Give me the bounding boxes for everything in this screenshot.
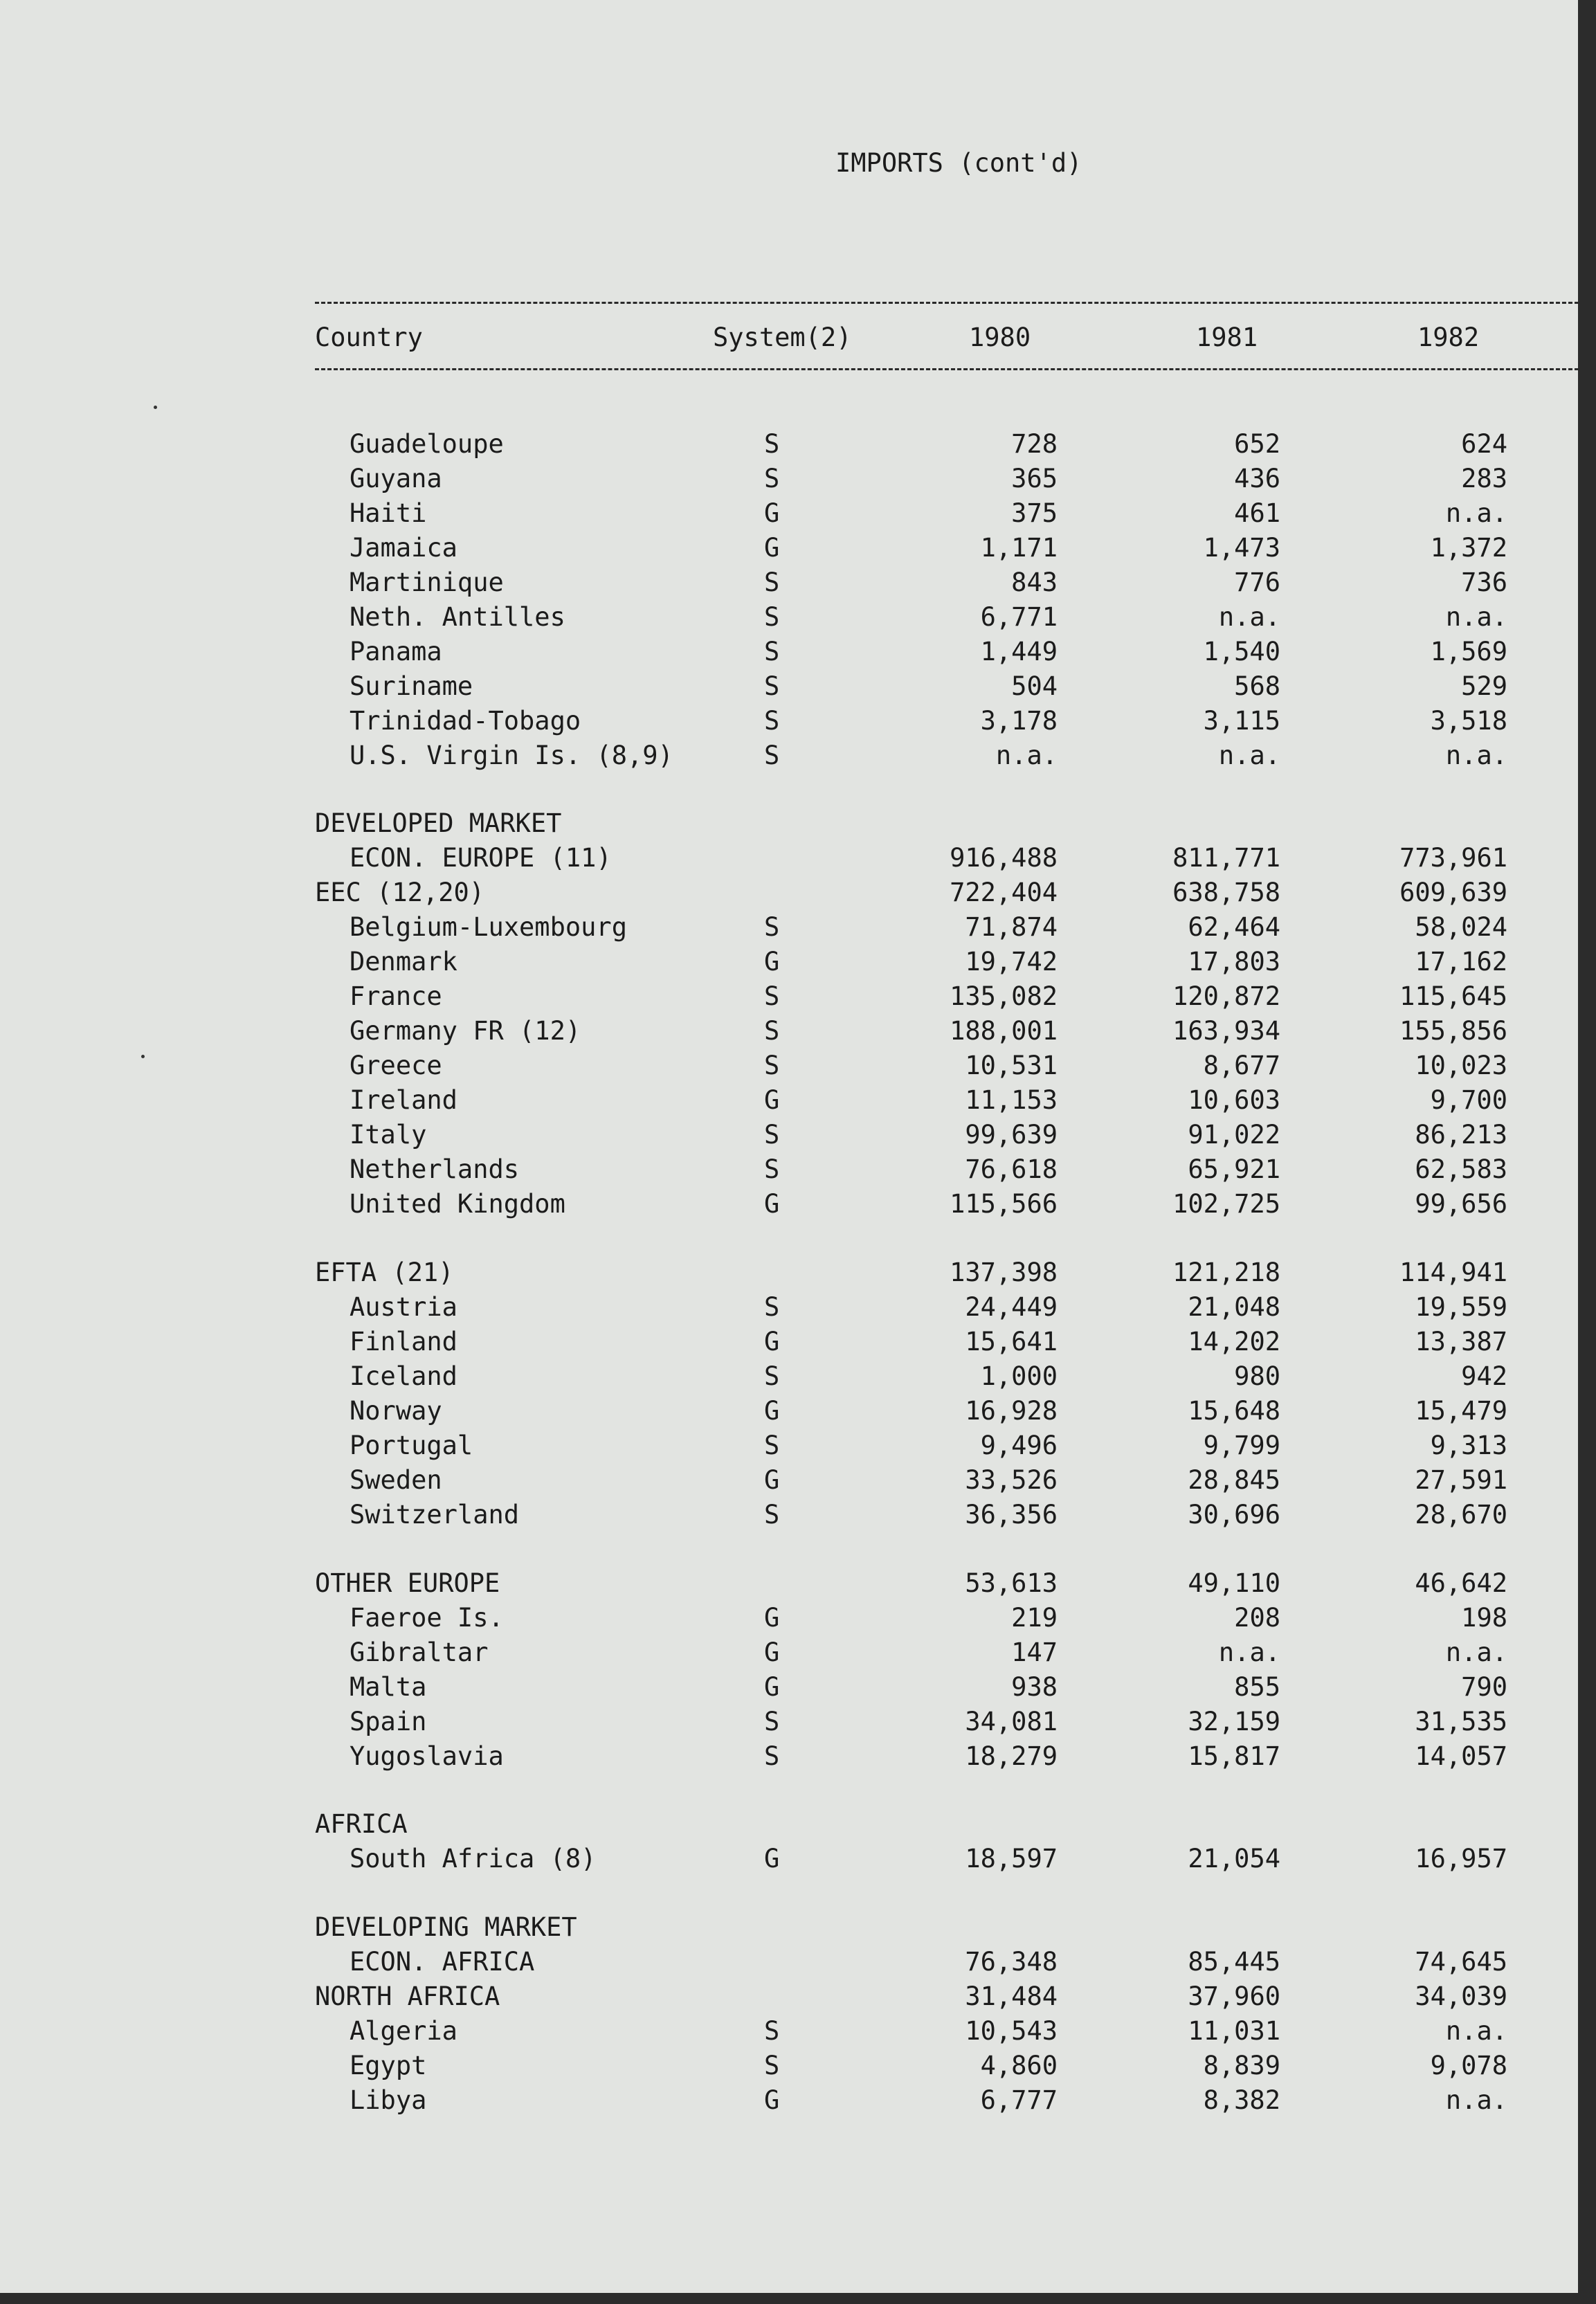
table-row [0,568,1578,602]
value-1980-cell: 71,874 [965,912,1058,942]
system-cell: S [764,1741,780,1771]
value-1982-cell: 19,559 [1415,1292,1507,1322]
value-1982-cell: 790 [1461,1672,1507,1702]
value-1982-cell: 155,856 [1399,1016,1507,1046]
table-row [0,808,1578,843]
system-cell: G [764,1189,780,1219]
value-1980-cell: 843 [1011,568,1058,597]
table-row [0,1258,1578,1292]
value-1982-cell: 28,670 [1415,1500,1507,1530]
system-cell: S [764,981,780,1011]
value-1980-cell: 916,488 [950,843,1058,873]
value-1982-cell: n.a. [1445,2085,1507,2115]
value-1981-cell: 163,934 [1172,1016,1280,1046]
value-1981-cell: 32,159 [1188,1707,1280,1736]
value-1980-cell: 375 [1011,498,1058,528]
country-cell: Spain [350,1707,427,1736]
system-cell: G [764,1603,780,1633]
value-1981-cell: 461 [1234,498,1280,528]
value-1982-cell: 115,645 [1399,981,1507,1011]
value-1982-cell: n.a. [1445,498,1507,528]
system-cell: G [764,1672,780,1702]
country-cell: Jamaica [350,533,457,563]
table-row [0,1327,1578,1361]
table-row [0,1844,1578,1878]
column-header-1982: 1982 [1417,323,1480,352]
value-1980-cell: 19,742 [965,947,1058,977]
value-1982-cell: n.a. [1445,2016,1507,2046]
value-1980-cell: 722,404 [950,878,1058,907]
country-cell: Malta [350,1672,427,1702]
country-cell: Finland [350,1327,457,1357]
country-cell: Martinique [350,568,504,597]
country-cell: Trinidad-Tobago [350,706,581,736]
country-cell: Belgium-Luxembourg [350,912,627,942]
value-1980-cell: 99,639 [965,1120,1058,1150]
value-1981-cell: 91,022 [1188,1120,1280,1150]
table-row [0,1085,1578,1120]
scan-edge-bottom [0,2293,1596,2304]
value-1981-cell: 652 [1234,429,1280,459]
value-1980-cell: 115,566 [950,1189,1058,1219]
system-cell: S [764,1431,780,1460]
value-1980-cell: 31,484 [965,1981,1058,2011]
system-cell: S [764,1500,780,1530]
value-1982-cell: 624 [1461,429,1507,459]
value-1980-cell: 33,526 [965,1465,1058,1495]
table-row [0,2051,1578,2085]
value-1980-cell: 76,618 [965,1154,1058,1184]
value-1981-cell: 120,872 [1172,981,1280,1011]
value-1982-cell: 736 [1461,568,1507,597]
country-cell: United Kingdom [350,1189,565,1219]
value-1981-cell: n.a. [1218,602,1280,632]
country-cell: Norway [350,1396,442,1426]
value-1982-cell: 3,518 [1430,706,1507,736]
value-1981-cell: 436 [1234,464,1280,493]
table-row [0,1500,1578,1534]
value-1981-cell: 9,799 [1203,1431,1280,1460]
table-row [0,981,1578,1016]
system-cell: S [764,464,780,493]
header-rule-bottom [315,368,1579,370]
value-1981-cell: 8,677 [1203,1051,1280,1080]
value-1980-cell: 135,082 [950,981,1058,1011]
country-cell: Guadeloupe [350,429,504,459]
value-1982-cell: 62,583 [1415,1154,1507,1184]
system-cell: G [764,1327,780,1357]
value-1981-cell: n.a. [1218,1638,1280,1667]
system-cell: G [764,533,780,563]
value-1982-cell: 46,642 [1415,1568,1507,1598]
value-1982-cell: 31,535 [1415,1707,1507,1736]
table-row [0,671,1578,706]
country-cell: South Africa (8) [350,1844,597,1874]
value-1981-cell: 28,845 [1188,1465,1280,1495]
value-1980-cell: 10,531 [965,1051,1058,1080]
value-1982-cell: 86,213 [1415,1120,1507,1150]
table-row [0,1120,1578,1154]
value-1981-cell: 14,202 [1188,1327,1280,1357]
value-1981-cell: 102,725 [1172,1189,1280,1219]
table-row [0,912,1578,947]
value-1981-cell: 3,115 [1203,706,1280,736]
system-cell: G [764,1396,780,1426]
system-cell: S [764,1707,780,1736]
country-cell: AFRICA [315,1809,408,1839]
value-1980-cell: 3,178 [980,706,1058,736]
table-row [0,1981,1578,2016]
country-cell: OTHER EUROPE [315,1568,500,1598]
table-row [0,2016,1578,2051]
value-1981-cell: 8,382 [1203,2085,1280,2115]
system-cell: S [764,429,780,459]
country-cell: Switzerland [350,1500,520,1530]
value-1980-cell: 1,171 [980,533,1058,563]
value-1981-cell: 65,921 [1188,1154,1280,1184]
table-row [0,1638,1578,1672]
system-cell: S [764,1292,780,1322]
system-cell: S [764,1154,780,1184]
value-1981-cell: 8,839 [1203,2051,1280,2080]
country-cell: Germany FR (12) [350,1016,581,1046]
value-1981-cell: 62,464 [1188,912,1280,942]
value-1982-cell: 74,645 [1415,1947,1507,1977]
country-cell: Iceland [350,1361,457,1391]
country-cell: ECON. EUROPE (11) [350,843,612,873]
country-cell: Faeroe Is. [350,1603,504,1633]
value-1980-cell: 137,398 [950,1258,1058,1287]
country-cell: ECON. AFRICA [350,1947,535,1977]
system-cell: S [764,706,780,736]
value-1980-cell: 1,000 [980,1361,1058,1391]
value-1981-cell: 21,048 [1188,1292,1280,1322]
value-1980-cell: 24,449 [965,1292,1058,1322]
system-cell: S [764,671,780,701]
value-1981-cell: 638,758 [1172,878,1280,907]
value-1980-cell: 504 [1011,671,1058,701]
country-cell: Sweden [350,1465,442,1495]
table-row [0,741,1578,775]
value-1982-cell: 1,569 [1430,637,1507,666]
country-cell: U.S. Virgin Is. (8,9) [350,741,673,770]
system-cell: S [764,637,780,666]
value-1980-cell: 219 [1011,1603,1058,1633]
country-cell: Austria [350,1292,457,1322]
table-row [0,464,1578,498]
table-row [0,533,1578,568]
value-1981-cell: 1,540 [1203,637,1280,666]
value-1980-cell: 938 [1011,1672,1058,1702]
table-row [0,1189,1578,1224]
value-1980-cell: n.a. [995,741,1058,770]
system-cell: G [764,1465,780,1495]
country-cell: Yugoslavia [350,1741,504,1771]
value-1980-cell: 6,777 [980,2085,1058,2115]
table-row [0,1672,1578,1707]
system-cell: S [764,1361,780,1391]
table-row [0,1568,1578,1603]
value-1982-cell: 198 [1461,1603,1507,1633]
value-1982-cell: 283 [1461,464,1507,493]
value-1981-cell: 1,473 [1203,533,1280,563]
value-1982-cell: 609,639 [1399,878,1507,907]
value-1981-cell: 17,803 [1188,947,1280,977]
value-1980-cell: 9,496 [980,1431,1058,1460]
value-1980-cell: 1,449 [980,637,1058,666]
table-row [0,843,1578,878]
value-1980-cell: 188,001 [950,1016,1058,1046]
value-1982-cell: 34,039 [1415,1981,1507,2011]
value-1980-cell: 4,860 [980,2051,1058,2080]
value-1982-cell: 942 [1461,1361,1507,1391]
value-1982-cell: 58,024 [1415,912,1507,942]
value-1980-cell: 18,597 [965,1844,1058,1874]
system-cell: S [764,1051,780,1080]
value-1982-cell: 27,591 [1415,1465,1507,1495]
country-cell: Suriname [350,671,473,701]
system-cell: S [764,2051,780,2080]
value-1980-cell: 6,771 [980,602,1058,632]
country-cell: Greece [350,1051,442,1080]
system-cell: G [764,498,780,528]
system-cell: G [764,2085,780,2115]
table-row [0,498,1578,533]
country-cell: Portugal [350,1431,473,1460]
value-1982-cell: 16,957 [1415,1844,1507,1874]
country-cell: Egypt [350,2051,427,2080]
scan-edge-right [1578,0,1596,2304]
system-cell: S [764,741,780,770]
value-1980-cell: 53,613 [965,1568,1058,1598]
column-header-country: Country [315,323,423,352]
value-1980-cell: 36,356 [965,1500,1058,1530]
country-cell: Denmark [350,947,457,977]
table-row [0,1361,1578,1396]
table-row [0,1154,1578,1189]
system-cell: S [764,2016,780,2046]
system-cell: S [764,602,780,632]
value-1980-cell: 34,081 [965,1707,1058,1736]
value-1981-cell: 30,696 [1188,1500,1280,1530]
value-1982-cell: 15,479 [1415,1396,1507,1426]
value-1980-cell: 10,543 [965,2016,1058,2046]
value-1982-cell: 9,078 [1430,2051,1507,2080]
value-1981-cell: 121,218 [1172,1258,1280,1287]
value-1981-cell: 10,603 [1188,1085,1280,1115]
table-row [0,1292,1578,1327]
value-1982-cell: 13,387 [1415,1327,1507,1357]
value-1982-cell: 17,162 [1415,947,1507,977]
table-row [0,1051,1578,1085]
value-1981-cell: 855 [1234,1672,1280,1702]
value-1980-cell: 11,153 [965,1085,1058,1115]
system-cell: S [764,1120,780,1150]
table-row [0,878,1578,912]
scan-speck [154,406,157,409]
value-1980-cell: 16,928 [965,1396,1058,1426]
value-1981-cell: 208 [1234,1603,1280,1633]
value-1981-cell: 15,817 [1188,1741,1280,1771]
value-1981-cell: 85,445 [1188,1947,1280,1977]
value-1982-cell: 99,656 [1415,1189,1507,1219]
country-cell: Guyana [350,464,442,493]
value-1980-cell: 76,348 [965,1947,1058,1977]
value-1981-cell: 811,771 [1172,843,1280,873]
value-1981-cell: 15,648 [1188,1396,1280,1426]
value-1982-cell: 10,023 [1415,1051,1507,1080]
value-1981-cell: 11,031 [1188,2016,1280,2046]
country-cell: Gibraltar [350,1638,489,1667]
country-cell: EFTA (21) [315,1258,454,1287]
value-1982-cell: n.a. [1445,602,1507,632]
table-row [0,1465,1578,1500]
value-1982-cell: 773,961 [1399,843,1507,873]
value-1981-cell: 37,960 [1188,1981,1280,2011]
country-cell: NORTH AFRICA [315,1981,500,2011]
country-cell: EEC (12,20) [315,878,485,907]
system-cell: S [764,1016,780,1046]
table-row [0,1809,1578,1844]
value-1982-cell: 9,313 [1430,1431,1507,1460]
country-cell: France [350,981,442,1011]
column-header-1980: 1980 [969,323,1031,352]
country-cell: DEVELOPED MARKET [315,808,562,838]
country-cell: Italy [350,1120,427,1150]
system-cell: G [764,1085,780,1115]
table-row [0,1947,1578,1981]
country-cell: Neth. Antilles [350,602,565,632]
value-1980-cell: 18,279 [965,1741,1058,1771]
value-1982-cell: 1,372 [1430,533,1507,563]
country-cell: DEVELOPING MARKET [315,1912,577,1942]
header-rule-top [315,302,1579,304]
system-cell: S [764,568,780,597]
table-row [0,1912,1578,1947]
value-1981-cell: 776 [1234,568,1280,597]
table-row [0,637,1578,671]
value-1980-cell: 147 [1011,1638,1058,1667]
country-cell: Haiti [350,498,427,528]
table-row [0,1396,1578,1431]
system-cell: G [764,947,780,977]
value-1982-cell: n.a. [1445,741,1507,770]
table-row [0,602,1578,637]
value-1981-cell: 49,110 [1188,1568,1280,1598]
value-1982-cell: 114,941 [1399,1258,1507,1287]
page-title: IMPORTS (cont'd) [835,148,1082,178]
value-1980-cell: 15,641 [965,1327,1058,1357]
value-1980-cell: 365 [1011,464,1058,493]
country-cell: Ireland [350,1085,457,1115]
value-1982-cell: 9,700 [1430,1085,1507,1115]
table-row [0,1431,1578,1465]
table-row [0,2085,1578,2120]
column-header-1981: 1981 [1196,323,1258,352]
value-1982-cell: 529 [1461,671,1507,701]
system-cell: G [764,1844,780,1874]
country-cell: Libya [350,2085,427,2115]
value-1982-cell: n.a. [1445,1638,1507,1667]
table-row [0,706,1578,741]
country-cell: Algeria [350,2016,457,2046]
table-row [0,947,1578,981]
country-cell: Netherlands [350,1154,520,1184]
system-cell: S [764,912,780,942]
column-header-system: System(2) [713,323,852,352]
system-cell: G [764,1638,780,1667]
value-1981-cell: 980 [1234,1361,1280,1391]
value-1980-cell: 728 [1011,429,1058,459]
table-row [0,1741,1578,1776]
table-row [0,1707,1578,1741]
value-1981-cell: 21,054 [1188,1844,1280,1874]
value-1981-cell: 568 [1234,671,1280,701]
value-1982-cell: 14,057 [1415,1741,1507,1771]
table-row [0,429,1578,464]
table-row [0,1016,1578,1051]
value-1981-cell: n.a. [1218,741,1280,770]
country-cell: Panama [350,637,442,666]
table-row [0,1603,1578,1638]
